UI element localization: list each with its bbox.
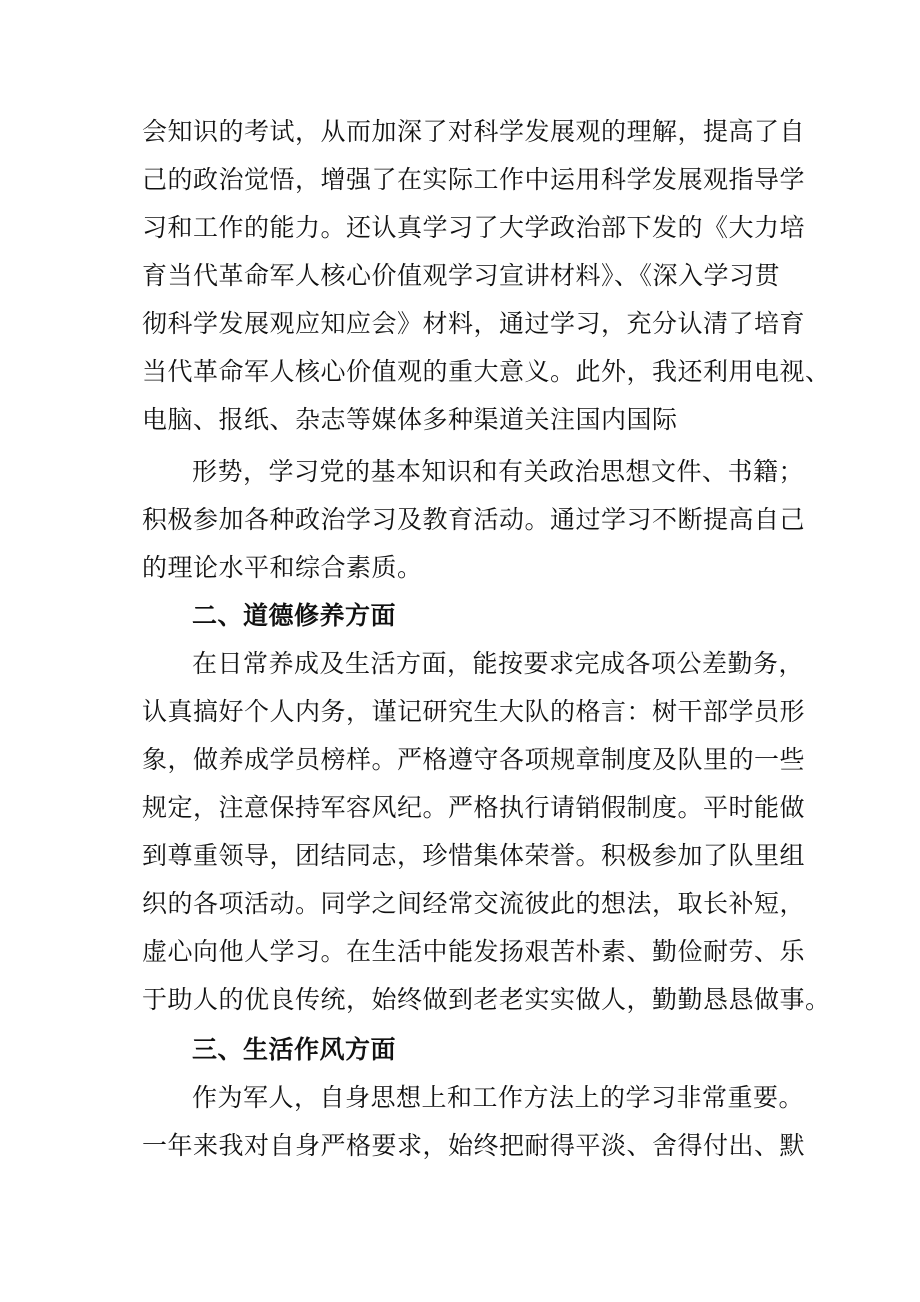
paragraph-line: 虚心向他人学习。在生活中能发扬艰苦朴素、勤俭耐劳、乐 [142,937,806,966]
paragraph-line: 在日常养成及生活方面，能按要求完成各项公差勤务， [192,649,805,678]
paragraph-line: 彻科学发展观应知应会》材料，通过学习，充分认清了培育 [142,309,806,338]
paragraph-line: 规定，注意保持军容风纪。严格执行请销假制度。平时能做 [142,793,806,822]
paragraph-line: 己的政治觉悟，增强了在实际工作中运用科学发展观指导学 [142,165,806,194]
paragraph-line: 织的各项活动。同学之间经常交流彼此的想法，取长补短， [142,889,806,918]
paragraph-line: 一年来我对自身严格要求，始终把耐得平淡、舍得付出、默 [142,1131,806,1160]
section-heading: 二、道德修养方面 [192,601,397,630]
paragraph-line: 当代革命军人核心价值观的重大意义。此外，我还利用电视、 [142,357,831,386]
paragraph-line: 电脑、报纸、杂志等媒体多种渠道关注国内国际 [142,405,678,434]
paragraph-line: 象，做养成学员榜样。严格遵守各项规章制度及队里的一些 [142,745,806,774]
section-heading: 三、生活作风方面 [192,1035,397,1064]
paragraph-line: 认真搞好个人内务，谨记研究生大队的格言：树干部学员形 [142,697,806,726]
paragraph-line: 育当代革命军人核心价值观学习宣讲材料》、《深入学习贯 [142,261,781,290]
paragraph-line: 作为军人，自身思想上和工作方法上的学习非常重要。 [192,1083,805,1112]
paragraph-line: 积极参加各种政治学习及教育活动。通过学习不断提高自己 [142,505,806,534]
paragraph-line: 形势，学习党的基本知识和有关政治思想文件、书籍； [192,457,805,486]
paragraph-line: 到尊重领导，团结同志，珍惜集体荣誉。积极参加了队里组 [142,841,806,870]
paragraph-line: 于助人的优良传统，始终做到老老实实做人，勤勤恳恳做事。 [142,985,831,1014]
paragraph-line: 的理论水平和综合素质。 [142,553,423,582]
paragraph-line: 会知识的考试，从而加深了对科学发展观的理解，提高了自 [142,117,806,146]
paragraph-line: 习和工作的能力。还认真学习了大学政治部下发的《大力培 [142,213,806,242]
